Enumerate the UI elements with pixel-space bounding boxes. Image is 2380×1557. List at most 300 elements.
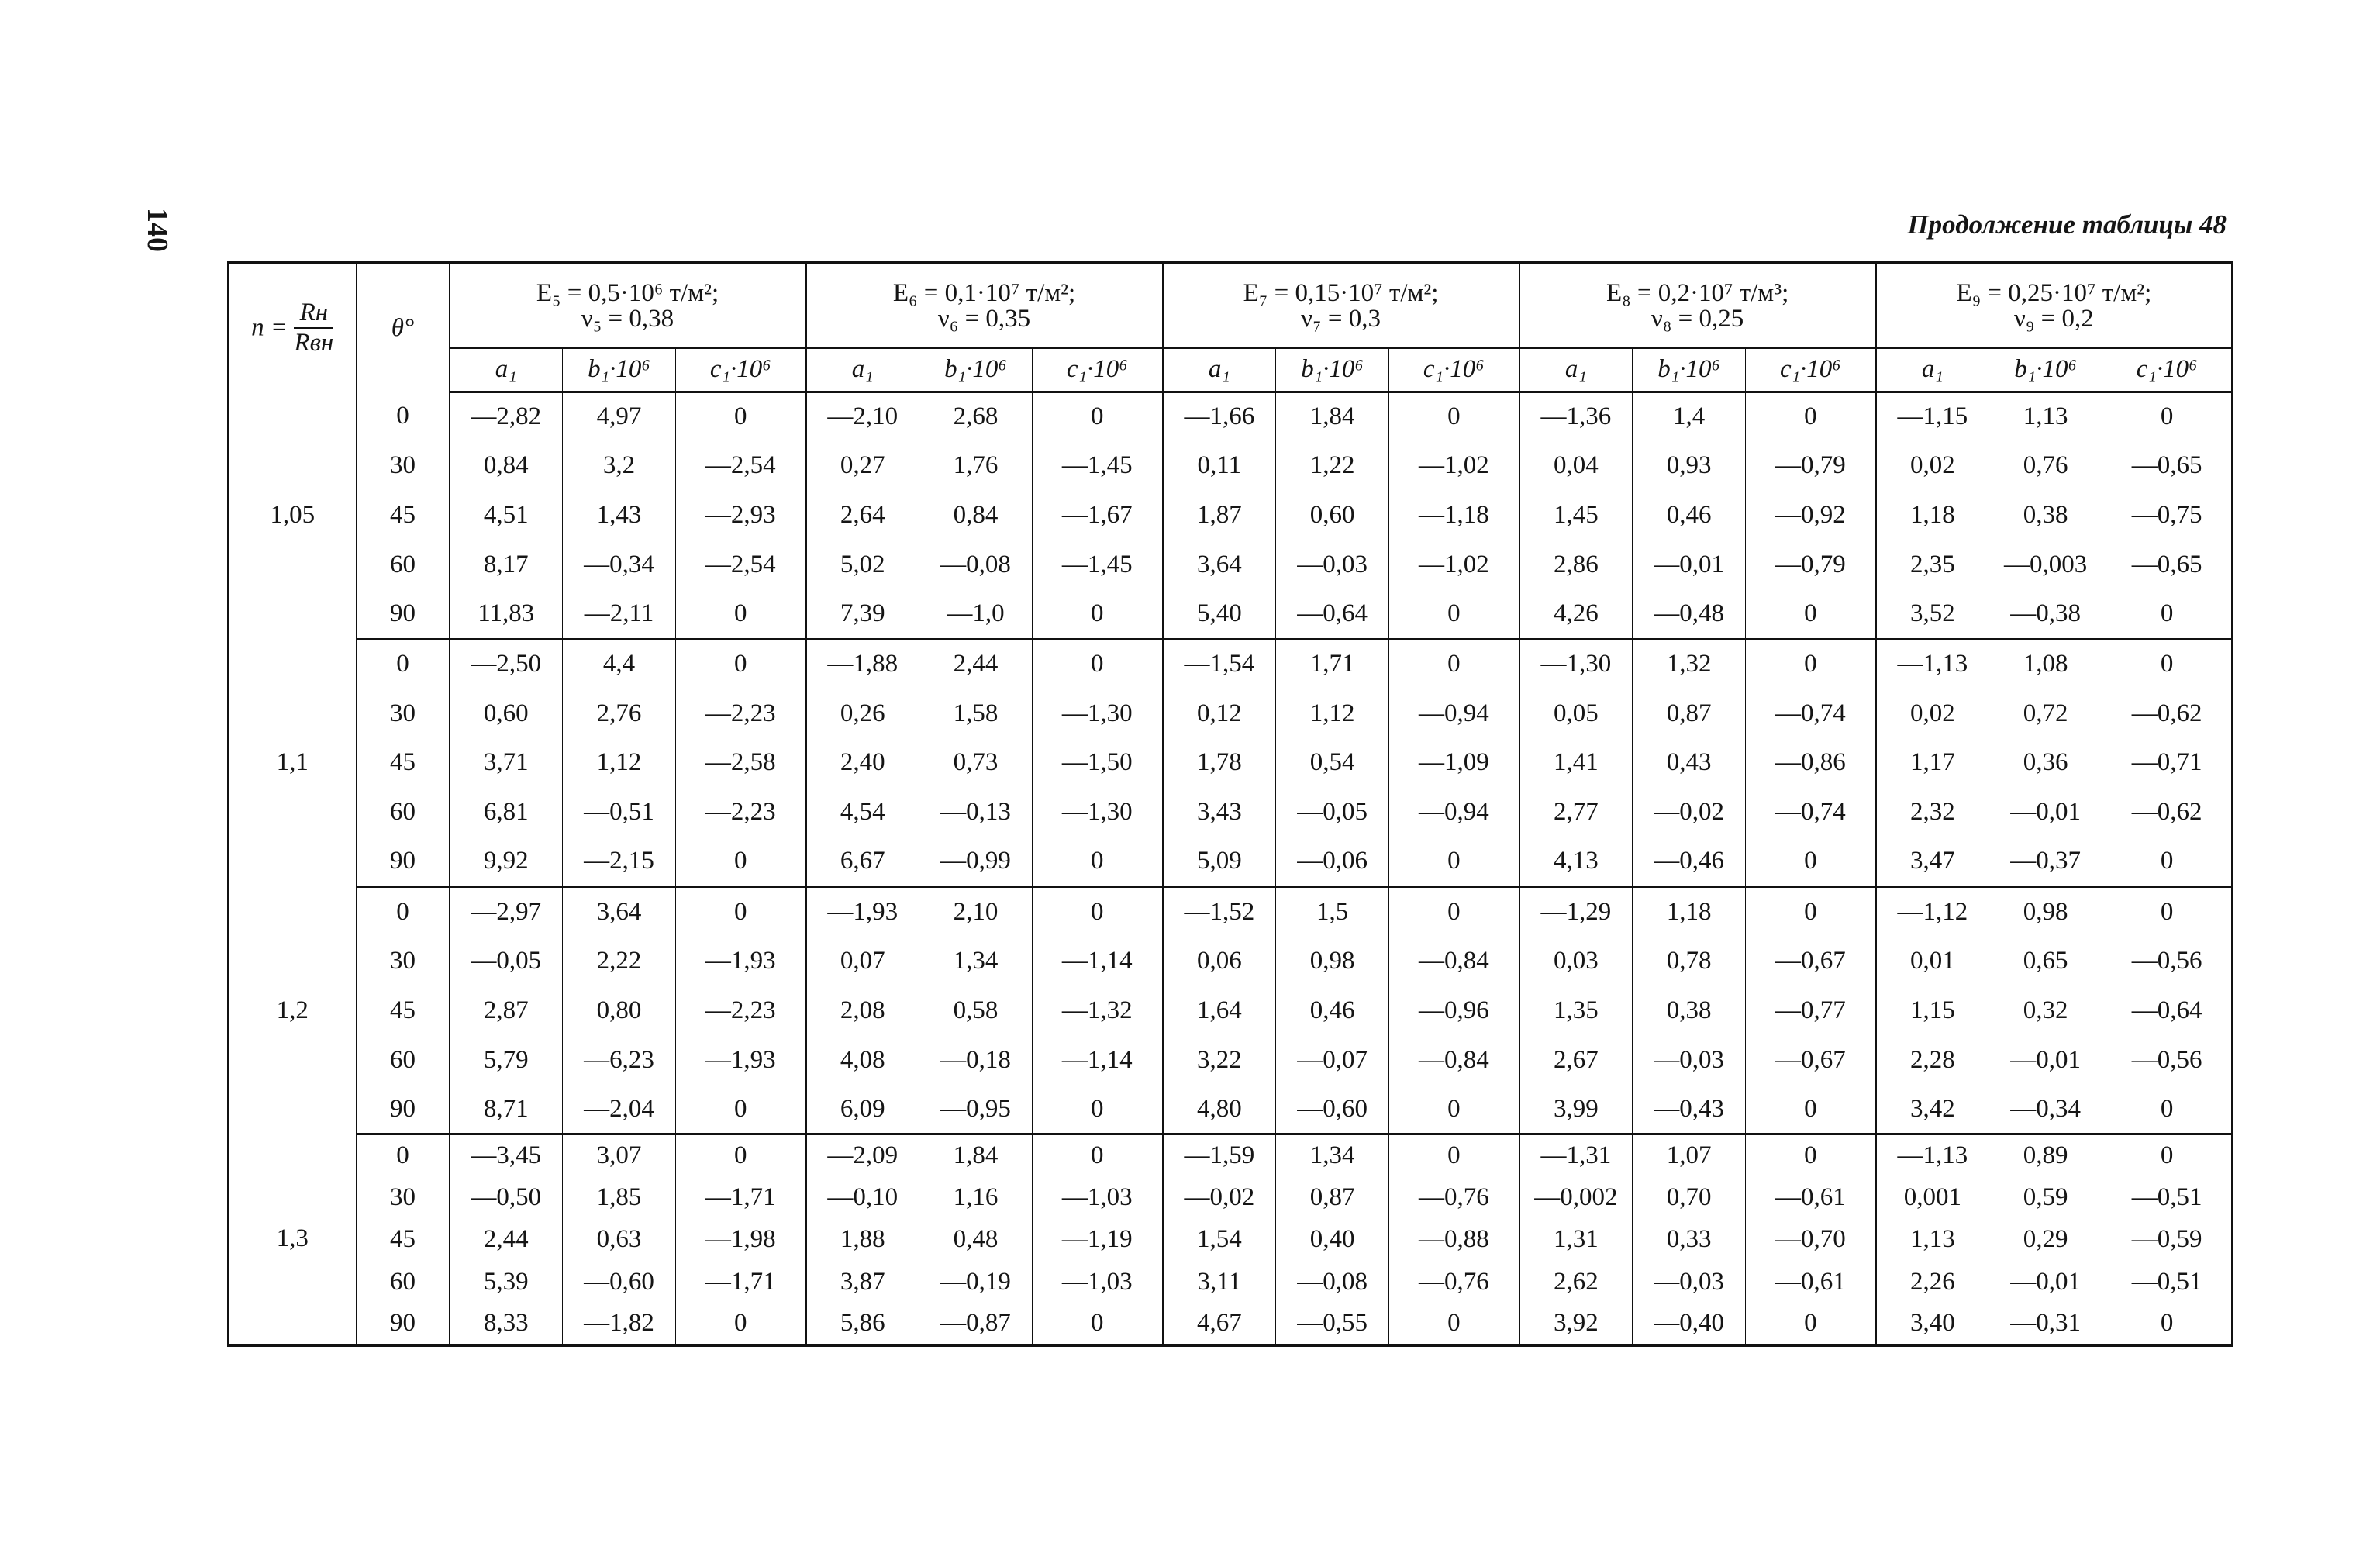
value-cell: 0,60 xyxy=(1276,491,1389,540)
value-cell: —0,06 xyxy=(1276,837,1389,887)
value-cell: 3,71 xyxy=(450,738,563,788)
value-cell: 2,67 xyxy=(1519,1035,1633,1085)
value-cell: —1,54 xyxy=(1163,639,1276,689)
value-cell: 0,02 xyxy=(1876,441,1989,491)
subcol-header: a₁ xyxy=(1519,348,1633,392)
value-cell: —2,97 xyxy=(450,887,563,937)
value-cell: 2,64 xyxy=(806,491,919,540)
value-cell: —2,58 xyxy=(676,738,806,788)
value-cell: 0,76 xyxy=(1989,441,2102,491)
value-cell: —0,76 xyxy=(1389,1176,1519,1218)
value-cell: 11,83 xyxy=(450,589,563,639)
value-cell: —0,64 xyxy=(2102,986,2233,1035)
theta-cell: 90 xyxy=(357,589,450,639)
n-value-cell: 1,05 xyxy=(229,392,357,639)
value-cell: —0,94 xyxy=(1389,788,1519,837)
value-cell: 0,38 xyxy=(1989,491,2102,540)
value-cell: —2,11 xyxy=(563,589,676,639)
value-cell: 0,84 xyxy=(919,491,1033,540)
table-block xyxy=(229,392,2233,639)
theta-cell: 60 xyxy=(357,1035,450,1085)
value-cell: —0,01 xyxy=(1633,540,1746,590)
value-cell: —1,03 xyxy=(1033,1261,1163,1303)
value-cell: 0 xyxy=(1746,392,1876,441)
table-block xyxy=(229,1134,2233,1345)
value-cell: 0 xyxy=(1389,1085,1519,1134)
value-cell: 1,4 xyxy=(1633,392,1746,441)
group-header-e9 xyxy=(1876,263,2233,348)
value-cell: 0,11 xyxy=(1163,441,1276,491)
value-cell: 0,73 xyxy=(919,738,1033,788)
value-cell: 0 xyxy=(2102,1303,2233,1345)
value-cell: 1,5 xyxy=(1276,887,1389,937)
n-ratio-header xyxy=(229,263,357,392)
value-cell: 8,71 xyxy=(450,1085,563,1134)
value-cell: 0 xyxy=(2102,837,2233,887)
value-cell: —0,51 xyxy=(563,788,676,837)
value-cell: 0 xyxy=(1746,1303,1876,1345)
value-cell: —1,45 xyxy=(1033,540,1163,590)
value-cell: —1,32 xyxy=(1033,986,1163,1035)
value-cell: —0,64 xyxy=(1276,589,1389,639)
value-cell: 1,34 xyxy=(919,936,1033,986)
theta-cell: 30 xyxy=(357,689,450,738)
table-row xyxy=(229,986,2233,1035)
value-cell: 1,71 xyxy=(1276,639,1389,689)
group-header-e7 xyxy=(1163,263,1519,348)
value-cell: —0,46 xyxy=(1633,837,1746,887)
value-cell: —1,36 xyxy=(1519,392,1633,441)
value-cell: —0,84 xyxy=(1389,1035,1519,1085)
value-cell: 0,06 xyxy=(1163,936,1276,986)
value-cell: 0 xyxy=(676,639,806,689)
value-cell: 2,26 xyxy=(1876,1261,1989,1303)
value-cell: 0 xyxy=(1389,589,1519,639)
value-cell: —0,003 xyxy=(1989,540,2102,590)
value-cell: 0,84 xyxy=(450,441,563,491)
value-cell: 2,68 xyxy=(919,392,1033,441)
table-row xyxy=(229,540,2233,590)
value-cell: —1,59 xyxy=(1163,1134,1276,1176)
value-cell: 4,26 xyxy=(1519,589,1633,639)
value-cell: 1,18 xyxy=(1876,491,1989,540)
value-cell: —0,65 xyxy=(2102,441,2233,491)
value-cell: —0,05 xyxy=(1276,788,1389,837)
value-cell: —0,61 xyxy=(1746,1261,1876,1303)
value-cell: —0,55 xyxy=(1276,1303,1389,1345)
value-cell: 2,76 xyxy=(563,689,676,738)
value-cell: —0,74 xyxy=(1746,788,1876,837)
value-cell: 5,39 xyxy=(450,1261,563,1303)
value-cell: —0,50 xyxy=(450,1176,563,1218)
table-row xyxy=(229,589,2233,639)
subcol-header: a₁ xyxy=(450,348,563,392)
value-cell: —0,05 xyxy=(450,936,563,986)
value-cell: —0,56 xyxy=(2102,1035,2233,1085)
value-cell: 3,11 xyxy=(1163,1261,1276,1303)
value-cell: 0,43 xyxy=(1633,738,1746,788)
value-cell: 3,64 xyxy=(1163,540,1276,590)
value-cell: 0 xyxy=(676,887,806,937)
value-cell: 4,4 xyxy=(563,639,676,689)
theta-cell: 0 xyxy=(357,887,450,937)
value-cell: 1,13 xyxy=(1876,1219,1989,1261)
value-cell: —0,38 xyxy=(1989,589,2102,639)
value-cell: 0,40 xyxy=(1276,1219,1389,1261)
value-cell: —0,59 xyxy=(2102,1219,2233,1261)
value-cell: 1,18 xyxy=(1633,887,1746,937)
value-cell: 0 xyxy=(676,589,806,639)
subcol-header: c₁·10⁶ xyxy=(1389,348,1519,392)
value-cell: 1,17 xyxy=(1876,738,1989,788)
value-cell: 5,09 xyxy=(1163,837,1276,887)
value-cell: —1,30 xyxy=(1033,788,1163,837)
value-cell: 0 xyxy=(1746,1085,1876,1134)
value-cell: —0,79 xyxy=(1746,441,1876,491)
subcol-header: a₁ xyxy=(1163,348,1276,392)
subcol-header: c₁·10⁶ xyxy=(1033,348,1163,392)
value-cell: —0,51 xyxy=(2102,1176,2233,1218)
value-cell: 1,08 xyxy=(1989,639,2102,689)
group-modulus-label: E₈ = 0,2·10⁷ т/м³; xyxy=(1606,278,1789,307)
value-cell: —0,43 xyxy=(1633,1085,1746,1134)
value-cell: 0,32 xyxy=(1989,986,2102,1035)
value-cell: 0 xyxy=(676,392,806,441)
value-cell: 4,54 xyxy=(806,788,919,837)
value-cell: —0,61 xyxy=(1746,1176,1876,1218)
table-caption: Продолжение таблицы 48 xyxy=(1907,209,2227,240)
header-row-subcols xyxy=(229,348,2233,392)
value-cell: 0,98 xyxy=(1276,936,1389,986)
value-cell: 5,02 xyxy=(806,540,919,590)
value-cell: 0,04 xyxy=(1519,441,1633,491)
group-modulus-label: E₅ = 0,5·10⁶ т/м²; xyxy=(536,278,719,307)
value-cell: —2,54 xyxy=(676,441,806,491)
value-cell: —0,002 xyxy=(1519,1176,1633,1218)
value-cell: 0 xyxy=(2102,1085,2233,1134)
value-cell: 1,64 xyxy=(1163,986,1276,1035)
value-cell: 0 xyxy=(676,1085,806,1134)
value-cell: 0 xyxy=(1033,837,1163,887)
group-modulus-label: E₇ = 0,15·10⁷ т/м²; xyxy=(1243,278,1439,307)
value-cell: 5,79 xyxy=(450,1035,563,1085)
subcol-header: a₁ xyxy=(1876,348,1989,392)
value-cell: 0,80 xyxy=(563,986,676,1035)
value-cell: —1,12 xyxy=(1876,887,1989,937)
value-cell: 0 xyxy=(1389,837,1519,887)
table-row xyxy=(229,837,2233,887)
theta-cell: 60 xyxy=(357,540,450,590)
theta-cell: 45 xyxy=(357,1219,450,1261)
value-cell: —0,79 xyxy=(1746,540,1876,590)
value-cell: —0,08 xyxy=(919,540,1033,590)
value-cell: —2,09 xyxy=(806,1134,919,1176)
table-row xyxy=(229,392,2233,441)
value-cell: —1,02 xyxy=(1389,540,1519,590)
n-numerator: Rн xyxy=(294,300,333,329)
table-row xyxy=(229,689,2233,738)
value-cell: 1,13 xyxy=(1989,392,2102,441)
value-cell: 0,03 xyxy=(1519,936,1633,986)
value-cell: 0,36 xyxy=(1989,738,2102,788)
table-row xyxy=(229,887,2233,937)
value-cell: 1,78 xyxy=(1163,738,1276,788)
value-cell: —6,23 xyxy=(563,1035,676,1085)
value-cell: 9,92 xyxy=(450,837,563,887)
value-cell: —1,31 xyxy=(1519,1134,1633,1176)
group-poisson-label: ν₅ = 0,38 xyxy=(581,304,674,333)
value-cell: 1,12 xyxy=(563,738,676,788)
value-cell: —1,03 xyxy=(1033,1176,1163,1218)
value-cell: 0,70 xyxy=(1633,1176,1746,1218)
subcol-header: b₁·10⁶ xyxy=(1989,348,2102,392)
value-cell: —1,15 xyxy=(1876,392,1989,441)
table-row xyxy=(229,1134,2233,1176)
value-cell: 0,98 xyxy=(1989,887,2102,937)
group-header-e8 xyxy=(1519,263,1876,348)
theta-cell: 90 xyxy=(357,1303,450,1345)
value-cell: 5,40 xyxy=(1163,589,1276,639)
theta-cell: 60 xyxy=(357,1261,450,1303)
group-header-e6 xyxy=(806,263,1163,348)
value-cell: —1,93 xyxy=(676,1035,806,1085)
value-cell: 0,001 xyxy=(1876,1176,1989,1218)
theta-cell: 90 xyxy=(357,1085,450,1134)
value-cell: —1,02 xyxy=(1389,441,1519,491)
value-cell: 0 xyxy=(2102,1134,2233,1176)
value-cell: —0,62 xyxy=(2102,788,2233,837)
value-cell: —0,77 xyxy=(1746,986,1876,1035)
value-cell: —0,75 xyxy=(2102,491,2233,540)
value-cell: 0 xyxy=(1033,1085,1163,1134)
group-modulus-label: E₆ = 0,1·10⁷ т/м²; xyxy=(892,278,1076,307)
value-cell: —1,14 xyxy=(1033,1035,1163,1085)
value-cell: —0,99 xyxy=(919,837,1033,887)
group-poisson-label: ν₉ = 0,2 xyxy=(2013,304,2094,333)
value-cell: 2,32 xyxy=(1876,788,1989,837)
value-cell: 0,89 xyxy=(1989,1134,2102,1176)
value-cell: 0 xyxy=(1033,1134,1163,1176)
value-cell: —0,88 xyxy=(1389,1219,1519,1261)
value-cell: 1,34 xyxy=(1276,1134,1389,1176)
value-cell: 8,17 xyxy=(450,540,563,590)
value-cell: 0,27 xyxy=(806,441,919,491)
value-cell: —0,34 xyxy=(1989,1085,2102,1134)
value-cell: —0,03 xyxy=(1276,540,1389,590)
value-cell: —2,23 xyxy=(676,788,806,837)
value-cell: 0 xyxy=(1389,392,1519,441)
value-cell: 1,12 xyxy=(1276,689,1389,738)
value-cell: 0 xyxy=(2102,392,2233,441)
value-cell: 0 xyxy=(1033,392,1163,441)
value-cell: 4,97 xyxy=(563,392,676,441)
value-cell: 1,43 xyxy=(563,491,676,540)
group-poisson-label: ν₇ = 0,3 xyxy=(1301,304,1381,333)
value-cell: —0,56 xyxy=(2102,936,2233,986)
value-cell: —1,88 xyxy=(806,639,919,689)
value-cell: 3,64 xyxy=(563,887,676,937)
value-cell: 0 xyxy=(1746,1134,1876,1176)
value-cell: —1,71 xyxy=(676,1176,806,1218)
theta-cell: 0 xyxy=(357,1134,450,1176)
value-cell: —2,04 xyxy=(563,1085,676,1134)
value-cell: —0,01 xyxy=(1989,788,2102,837)
header-row-groups xyxy=(229,263,2233,348)
value-cell: 0,01 xyxy=(1876,936,1989,986)
value-cell: 2,22 xyxy=(563,936,676,986)
subcol-header: b₁·10⁶ xyxy=(1633,348,1746,392)
n-value-cell: 1,1 xyxy=(229,639,357,886)
value-cell: 0,05 xyxy=(1519,689,1633,738)
value-cell: 0 xyxy=(676,1134,806,1176)
value-cell: —0,10 xyxy=(806,1176,919,1218)
value-cell: 0 xyxy=(1033,589,1163,639)
theta-cell: 45 xyxy=(357,491,450,540)
value-cell: —1,52 xyxy=(1163,887,1276,937)
value-cell: —0,60 xyxy=(563,1261,676,1303)
table-header xyxy=(229,263,2233,392)
subcol-header: b₁·10⁶ xyxy=(919,348,1033,392)
value-cell: 0 xyxy=(1033,1303,1163,1345)
value-cell: 3,22 xyxy=(1163,1035,1276,1085)
value-cell: —0,40 xyxy=(1633,1303,1746,1345)
value-cell: 1,76 xyxy=(919,441,1033,491)
n-fraction xyxy=(294,300,333,356)
theta-cell: 45 xyxy=(357,986,450,1035)
value-cell: —0,70 xyxy=(1746,1219,1876,1261)
table-row xyxy=(229,1085,2233,1134)
value-cell: 0 xyxy=(1033,639,1163,689)
value-cell: 1,84 xyxy=(919,1134,1033,1176)
value-cell: —2,23 xyxy=(676,986,806,1035)
value-cell: 5,86 xyxy=(806,1303,919,1345)
value-cell: 3,43 xyxy=(1163,788,1276,837)
theta-header: θ° xyxy=(357,263,450,392)
value-cell: 0,26 xyxy=(806,689,919,738)
value-cell: 4,51 xyxy=(450,491,563,540)
value-cell: —0,67 xyxy=(1746,1035,1876,1085)
value-cell: 0,54 xyxy=(1276,738,1389,788)
value-cell: —1,93 xyxy=(676,936,806,986)
value-cell: 0,59 xyxy=(1989,1176,2102,1218)
value-cell: —1,18 xyxy=(1389,491,1519,540)
value-cell: 0,02 xyxy=(1876,689,1989,738)
n-value-cell: 1,2 xyxy=(229,887,357,1134)
value-cell: 1,84 xyxy=(1276,392,1389,441)
value-cell: —0,03 xyxy=(1633,1261,1746,1303)
value-cell: 2,10 xyxy=(919,887,1033,937)
value-cell: —0,94 xyxy=(1389,689,1519,738)
value-cell: 0 xyxy=(1746,837,1876,887)
value-cell: 0,38 xyxy=(1633,986,1746,1035)
value-cell: 0 xyxy=(1389,887,1519,937)
value-cell: 4,80 xyxy=(1163,1085,1276,1134)
value-cell: —0,92 xyxy=(1746,491,1876,540)
value-cell: 1,35 xyxy=(1519,986,1633,1035)
value-cell: 2,77 xyxy=(1519,788,1633,837)
value-cell: 1,07 xyxy=(1633,1134,1746,1176)
value-cell: 1,32 xyxy=(1633,639,1746,689)
value-cell: 2,40 xyxy=(806,738,919,788)
table-row xyxy=(229,441,2233,491)
subcol-header: c₁·10⁶ xyxy=(2102,348,2233,392)
value-cell: —0,48 xyxy=(1633,589,1746,639)
value-cell: —0,67 xyxy=(1746,936,1876,986)
value-cell: —1,30 xyxy=(1033,689,1163,738)
value-cell: 0,12 xyxy=(1163,689,1276,738)
subcol-header: c₁·10⁶ xyxy=(1746,348,1876,392)
group-modulus-label: E₉ = 0,25·10⁷ т/м²; xyxy=(1956,278,2152,307)
table-block xyxy=(229,639,2233,886)
value-cell: 3,92 xyxy=(1519,1303,1633,1345)
table-row xyxy=(229,1303,2233,1345)
value-cell: 0 xyxy=(1746,589,1876,639)
value-cell: —0,01 xyxy=(1989,1261,2102,1303)
value-cell: 4,13 xyxy=(1519,837,1633,887)
value-cell: 1,85 xyxy=(563,1176,676,1218)
theta-cell: 30 xyxy=(357,936,450,986)
value-cell: —1,93 xyxy=(806,887,919,937)
n-denominator: Rвн xyxy=(294,329,334,357)
value-cell: —1,67 xyxy=(1033,491,1163,540)
value-cell: 0,87 xyxy=(1276,1176,1389,1218)
value-cell: 0 xyxy=(2102,589,2233,639)
value-cell: 2,87 xyxy=(450,986,563,1035)
value-cell: —0,34 xyxy=(563,540,676,590)
value-cell: —1,82 xyxy=(563,1303,676,1345)
value-cell: —1,98 xyxy=(676,1219,806,1261)
value-cell: —1,13 xyxy=(1876,639,1989,689)
value-cell: —0,95 xyxy=(919,1085,1033,1134)
value-cell: 1,22 xyxy=(1276,441,1389,491)
value-cell: —0,96 xyxy=(1389,986,1519,1035)
table-row xyxy=(229,788,2233,837)
value-cell: 1,16 xyxy=(919,1176,1033,1218)
value-cell: 3,87 xyxy=(806,1261,919,1303)
value-cell: —1,66 xyxy=(1163,392,1276,441)
value-cell: 0,48 xyxy=(919,1219,1033,1261)
subcol-header: b₁·10⁶ xyxy=(563,348,676,392)
value-cell: 2,86 xyxy=(1519,540,1633,590)
value-cell: 0 xyxy=(1389,639,1519,689)
value-cell: 0 xyxy=(676,1303,806,1345)
value-cell: 3,42 xyxy=(1876,1085,1989,1134)
value-cell: —0,60 xyxy=(1276,1085,1389,1134)
value-cell: 2,28 xyxy=(1876,1035,1989,1085)
value-cell: 0,87 xyxy=(1633,689,1746,738)
value-cell: 2,44 xyxy=(919,639,1033,689)
table-row xyxy=(229,1035,2233,1085)
value-cell: 1,41 xyxy=(1519,738,1633,788)
data-table xyxy=(227,261,2233,1347)
value-cell: —0,18 xyxy=(919,1035,1033,1085)
value-cell: —0,87 xyxy=(919,1303,1033,1345)
value-cell: —1,30 xyxy=(1519,639,1633,689)
value-cell: 0,60 xyxy=(450,689,563,738)
value-cell: 2,08 xyxy=(806,986,919,1035)
table-row xyxy=(229,936,2233,986)
value-cell: 0 xyxy=(676,837,806,887)
subcol-header: b₁·10⁶ xyxy=(1276,348,1389,392)
value-cell: 3,99 xyxy=(1519,1085,1633,1134)
theta-cell: 30 xyxy=(357,441,450,491)
group-poisson-label: ν₈ = 0,25 xyxy=(1650,304,1744,333)
n-label: n = xyxy=(251,313,288,342)
value-cell: 1,87 xyxy=(1163,491,1276,540)
value-cell: —0,07 xyxy=(1276,1035,1389,1085)
group-header-e5 xyxy=(450,263,806,348)
value-cell: 0,93 xyxy=(1633,441,1746,491)
